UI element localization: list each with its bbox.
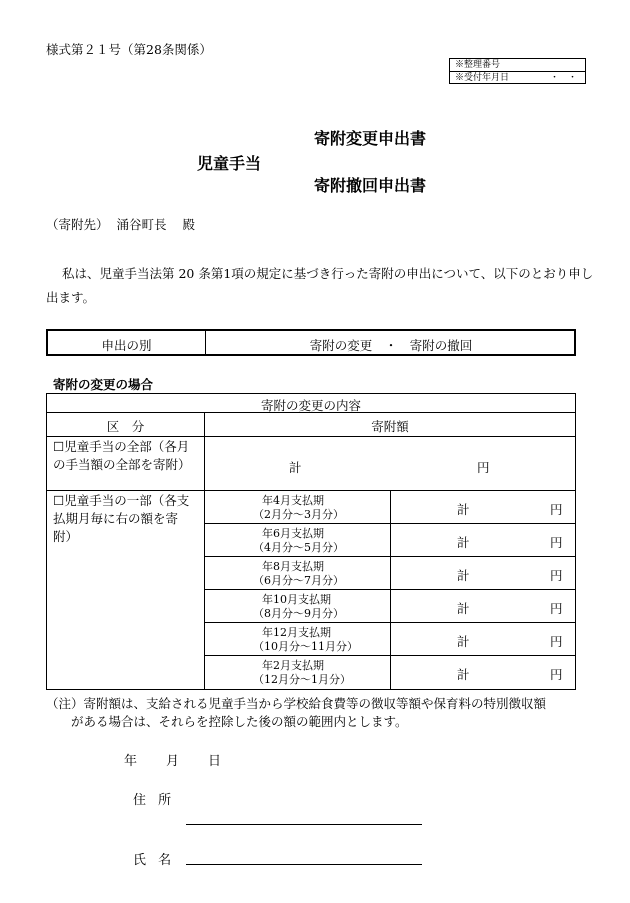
application-type-options[interactable]: 寄附の変更 ・ 寄附の撤回 (309, 338, 473, 353)
period-total-label[interactable]: 計 (457, 601, 470, 616)
form-number: 様式第２１号（第28条関係） (46, 42, 212, 57)
address-label: 住 所 (133, 793, 176, 808)
application-type-table (46, 329, 576, 356)
name-label: 氏 名 (133, 853, 176, 868)
period-label: 年12月支払期 (262, 626, 331, 639)
period-yen-label: 円 (550, 667, 563, 682)
period-range: （12月分～1月分） (253, 673, 351, 686)
name-line[interactable] (186, 864, 422, 865)
period-label: 年4月支払期 (262, 494, 324, 507)
period-yen-label: 円 (550, 601, 563, 616)
period-range: （10月分～11月分） (253, 640, 358, 653)
address-line[interactable] (186, 824, 422, 825)
period-label: 年6月支払期 (262, 527, 324, 540)
title-change: 寄附変更申出書 (314, 129, 427, 148)
period-label: 年8月支払期 (262, 560, 324, 573)
period-yen-label: 円 (550, 568, 563, 583)
period-total-label[interactable]: 計 (457, 502, 470, 517)
period-yen-label: 円 (550, 535, 563, 550)
application-type-label: 申出の別 (101, 338, 152, 353)
column-amount: 寄附額 (371, 419, 409, 434)
period-range: （6月分～7月分） (253, 574, 344, 587)
period-total-label[interactable]: 計 (457, 634, 470, 649)
received-date-label: ※受付年月日 ・ ・ (455, 73, 578, 83)
section-heading: 寄附の変更の場合 (53, 377, 154, 392)
donation-change-table (46, 393, 576, 690)
date-field[interactable]: 年 月 日 (124, 754, 223, 769)
body-text-line2: 出ます。 (46, 290, 96, 305)
period-total-label[interactable]: 計 (457, 667, 470, 682)
note-line1: （注）寄附額は、支給される児童手当から学校給食費等の徴収等額や保育料の特別徴収額 (46, 696, 547, 711)
period-range: （8月分～9月分） (253, 607, 344, 620)
table-title: 寄附の変更の内容 (260, 398, 361, 413)
ref-number-label: ※整理番号 (450, 59, 585, 72)
period-total-label[interactable]: 計 (457, 535, 470, 550)
period-label: 年10月支払期 (262, 593, 331, 606)
period-total-label[interactable]: 計 (457, 568, 470, 583)
period-range: （4月分～5月分） (253, 541, 344, 554)
option-part-checkbox[interactable]: ☐児童手当の一部（各支 払期月毎に右の額を寄 附） (53, 493, 190, 544)
recipient: （寄附先） 涌谷町長 殿 (46, 217, 196, 232)
option-all-checkbox[interactable]: ☐児童手当の全部（各月 の手当額の全部を寄附） (53, 439, 191, 472)
note-line2: がある場合は、それらを控除した後の額の範囲内とします。 (71, 714, 408, 729)
column-category: 区 分 (106, 419, 145, 434)
period-range: （2月分～3月分） (253, 508, 344, 521)
date-dots: ・ ・ (550, 73, 578, 83)
period-yen-label: 円 (550, 502, 563, 517)
office-use-box (449, 58, 586, 84)
all-yen-label: 円 (477, 460, 490, 475)
title-main: 児童手当 (197, 154, 262, 173)
period-label: 年2月支払期 (262, 659, 324, 672)
all-total-label: 計 (289, 460, 302, 475)
title-withdraw: 寄附撤回申出書 (314, 176, 427, 195)
body-text-line1: 私は、児童手当法第 20 条第1項の規定に基づき行った寄附の申出について、以下のとおり申し (62, 266, 594, 281)
period-yen-label: 円 (550, 634, 563, 649)
